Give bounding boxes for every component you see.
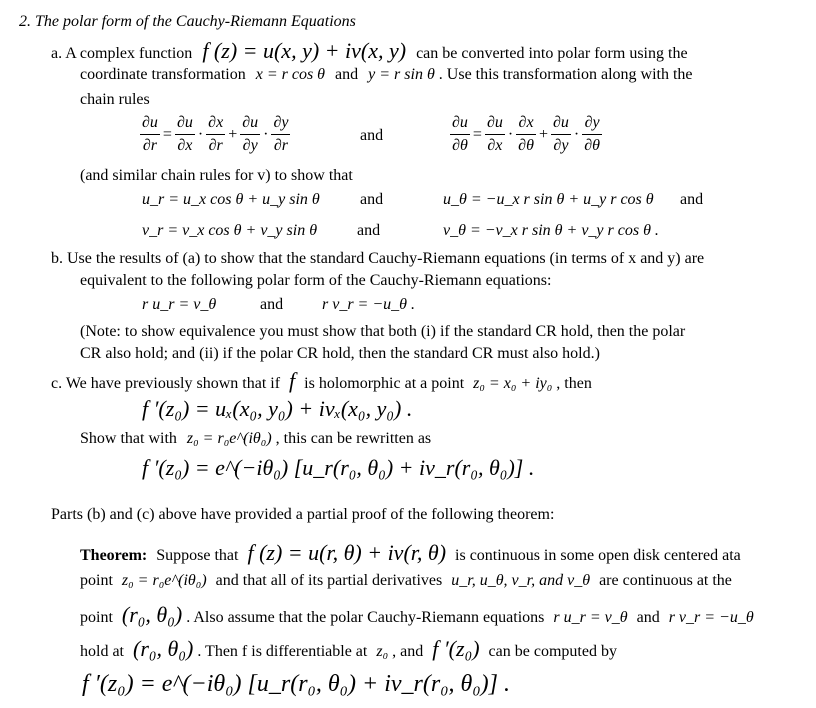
- part-b-note2: CR also hold; and (ii) if the polar CR hold, then the standard CR must also hold.): [80, 345, 600, 362]
- part-c-eq2: f ′(z₀) = e^(−iθ₀) [u_r(r₀, θ₀) + iv_r(r₀, θ₀)] .: [142, 455, 535, 480]
- part-c-line1: [51, 370, 592, 392]
- chain-t-t2a: $\frac{\partial u}{\partial y}$: [552, 114, 569, 154]
- part-a-line1-post: can be converted into polar form using the: [416, 45, 688, 62]
- chain-r-lhs: $\frac{\partial u}{\partial r}$: [142, 114, 158, 154]
- part-a-line1: [51, 40, 688, 62]
- theorem-line1-pre: Suppose that: [156, 547, 239, 564]
- ur-equation: u_r = u_x cos θ + u_y sin θ: [142, 191, 320, 208]
- part-b-line1: b. Use the results of (a) to show that the standard Cauchy-Riemann equations (in terms of x and y) are: [51, 250, 705, 267]
- theorem-line2: [80, 573, 732, 589]
- theorem-line3-point: (r₀, θ₀): [121, 602, 183, 627]
- part-a-line2-and: and: [335, 66, 359, 83]
- part-c-line1-f: f: [289, 368, 296, 393]
- chain-rule-r: $\frac{\partial u}{\partial r}$ = $\frac{\partial u}{\partial x}$ · $\frac{\partial x}{\partial r}$ + $\frac{\partial u}{\partial y}$ · $\frac{\partial y}{\partial r}$: [142, 114, 289, 154]
- theorem-line2-post: are continuous at the: [599, 572, 732, 589]
- theorem-line3: [80, 604, 754, 626]
- part-a-line2-x: x = r cos θ: [255, 66, 326, 83]
- theorem-line3-and: and: [636, 609, 660, 626]
- vr-equation: v_r = v_x cos θ + v_y sin θ: [142, 222, 318, 239]
- theorem-line4-point: (r₀, θ₀): [133, 636, 194, 661]
- theorem-line3-pre: point: [80, 609, 113, 626]
- and-word-2: and: [680, 191, 704, 208]
- theorem-line2-pre: point: [80, 572, 113, 589]
- theorem-final-equation: f ′(z₀) = e^(−iθ₀) [u_r(r₀, θ₀) + iv_r(r₀, θ₀)] .: [82, 671, 511, 697]
- part-c-line1-pre: c. We have previously shown that if: [51, 375, 281, 392]
- part-b-and: and: [260, 296, 284, 313]
- part-a-line3: chain rules: [80, 91, 150, 108]
- chain-r-t1a: $\frac{\partial u}{\partial x}$: [176, 114, 193, 154]
- polar-cr-eq1: r u_r = v_θ: [142, 296, 217, 313]
- theorem-line4: [80, 638, 617, 660]
- chain-t-t1b: $\frac{\partial x}{\partial\theta}$: [518, 114, 534, 154]
- theorem-line4-post: can be computed by: [488, 643, 617, 660]
- part-c-show-z0: z₀ = r₀e^(iθ₀): [186, 430, 272, 447]
- theorem-line4-z0: z₀: [376, 643, 389, 660]
- problem-title: 2. The polar form of the Cauchy-Riemann Equations: [19, 13, 356, 30]
- chain-t-t2b: $\frac{\partial y}{\partial\theta}$: [584, 114, 600, 154]
- chain-and: and: [360, 127, 384, 144]
- theorem-line1-math: f (z) = u(r, θ) + iv(r, θ): [247, 540, 447, 565]
- and-word-3: and: [357, 222, 381, 239]
- chain-rule-theta: $\frac{\partial u}{\partial\theta}$ = $\frac{\partial u}{\partial x}$ · $\frac{\partial x}{\partial\theta}$ + $\frac{\partial u}{\partial y}$ · $\frac{\partial y}{\partial\theta}$: [452, 114, 600, 154]
- polar-cr-eq2: r v_r = −u_θ .: [322, 296, 416, 313]
- part-c-line1-z0: z₀ = x₀ + iy₀: [473, 375, 553, 392]
- theorem-line3-eq1: r u_r = v_θ: [553, 609, 628, 626]
- part-a-line2-pre: coordinate transformation: [80, 66, 246, 83]
- theorem-line1: [80, 542, 741, 564]
- chain-r-t2a: $\frac{\partial u}{\partial y}$: [242, 114, 259, 154]
- and-word-1: and: [360, 191, 384, 208]
- part-c-line1-mid: is holomorphic at a point: [304, 375, 465, 392]
- part-c-eq1: f ′(z₀) = uₓ(x₀, y₀) + ivₓ(x₀, y₀) .: [142, 396, 413, 421]
- vtheta-equation: v_θ = −v_x r sin θ + v_y r cos θ .: [443, 222, 659, 239]
- chain-t-t1a: $\frac{\partial u}{\partial x}$: [486, 114, 503, 154]
- theorem-line3-eq2: r v_r = −u_θ: [668, 609, 754, 626]
- theorem-line2-z0: z₀ = r₀e^(iθ₀): [121, 572, 207, 589]
- part-c-show-pre: Show that with: [80, 430, 177, 447]
- part-b-note1: (Note: to show equivalence you must show that both (i) if the standard CR hold, then the polar: [80, 323, 686, 340]
- part-a-line2-y: y = r sin θ: [368, 66, 435, 83]
- chain-t-lhs: $\frac{\partial u}{\partial\theta}$: [452, 114, 468, 154]
- theorem-line4-fprime: f ′(z₀): [432, 636, 480, 661]
- summary-line: Parts (b) and (c) above have provided a partial proof of the following theorem:: [51, 506, 555, 523]
- theorem-line2-list: u_r, u_θ, v_r, and v_θ: [451, 572, 591, 589]
- part-a-line1-math: f (z) = u(x, y) + iv(x, y): [202, 38, 407, 63]
- theorem-line2-mid: and that all of its partial derivatives: [215, 572, 443, 589]
- chain-r-t1b: $\frac{\partial x}{\partial r}$: [208, 114, 224, 154]
- part-c-show-post: , this can be rewritten as: [275, 430, 432, 447]
- similar-rules-line: (and similar chain rules for v) to show that: [80, 167, 353, 184]
- chain-r-t2b: $\frac{\partial y}{\partial r}$: [273, 114, 289, 154]
- theorem-label: Theorem:: [80, 547, 148, 564]
- utheta-equation: u_θ = −u_x r sin θ + u_y r cos θ: [443, 191, 654, 208]
- part-a-line2-post: . Use this transformation along with the: [438, 66, 693, 83]
- theorem-line4-mid: . Then f is differentiable at: [197, 643, 368, 660]
- part-b-line2: equivalent to the following polar form of the Cauchy-Riemann equations:: [80, 272, 552, 289]
- theorem-line4-pre: hold at: [80, 643, 124, 660]
- part-c-line1-post: , then: [556, 375, 592, 392]
- part-a-line1-pre: a. A complex function: [51, 45, 193, 62]
- theorem-line4-mid2: , and: [392, 643, 424, 660]
- theorem-line3-mid: . Also assume that the polar Cauchy-Riemann equations: [186, 609, 545, 626]
- part-c-show-line: [80, 431, 431, 447]
- part-a-line2: [80, 67, 693, 83]
- theorem-line1-post: is continuous in some open disk centered ata: [455, 547, 741, 564]
